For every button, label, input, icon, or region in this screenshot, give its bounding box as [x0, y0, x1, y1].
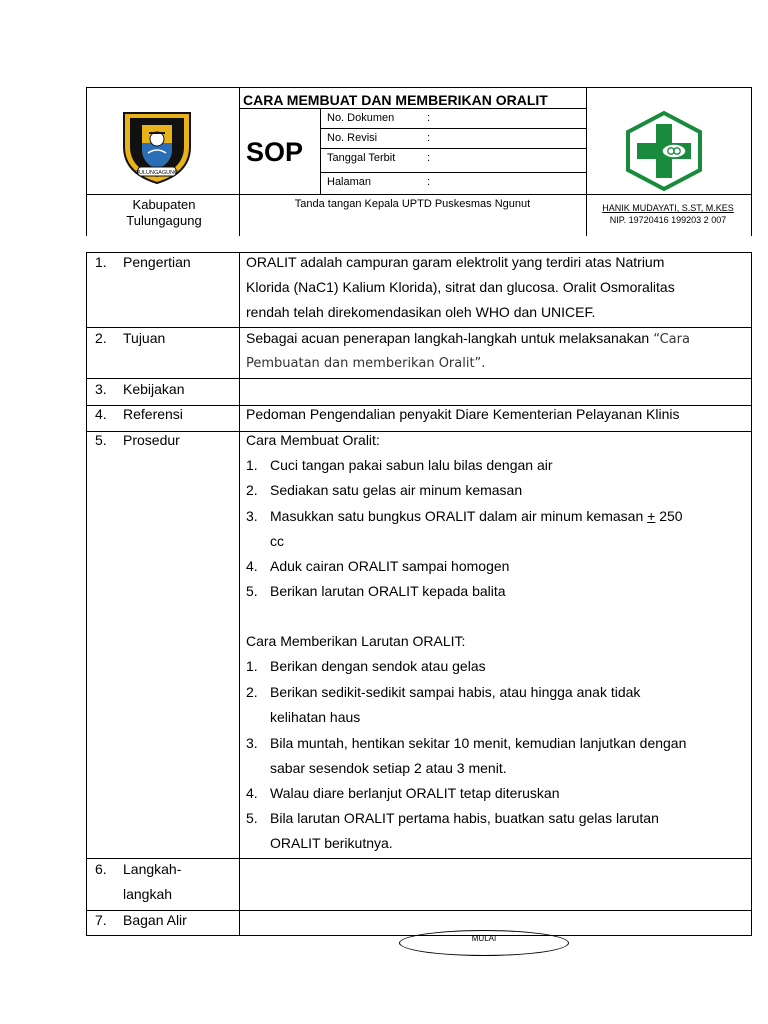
- membuat-num-5: 5.: [246, 583, 258, 599]
- membuat-step-3-text: Masukkan satu bungkus ORALIT dalam air minum kemasan: [270, 508, 648, 524]
- memberikan-step-2-cont: kelihatan haus: [270, 709, 361, 725]
- meta-colon-revisi: :: [427, 132, 431, 144]
- memberikan-num-5: 5.: [246, 810, 258, 826]
- referensi-text: Pedoman Pengendalian penyakit Diare Kementerian Pelayanan Klinis: [246, 406, 680, 422]
- meta-label-revisi: No. Revisi: [327, 132, 378, 144]
- membuat-step-5: Berikan larutan ORALIT kepada balita: [270, 583, 506, 599]
- memberikan-num-4: 4.: [246, 785, 258, 801]
- membuat-num-2: 2.: [246, 482, 258, 498]
- membuat-heading: Cara Membuat Oralit:: [246, 432, 380, 448]
- memberikan-step-5-cont: ORALIT berikutnya.: [270, 835, 393, 851]
- row-label-referensi: Referensi: [123, 406, 183, 422]
- row-number-bagan: 7.: [95, 912, 107, 928]
- memberikan-num-3: 3.: [246, 735, 258, 751]
- row-label-langkah-2: langkah: [123, 886, 173, 902]
- membuat-num-4: 4.: [246, 558, 258, 574]
- membuat-step-3-volume: 250: [655, 508, 683, 524]
- meta-label-halaman: Halaman: [327, 176, 372, 188]
- puskesmas-logo: [622, 110, 706, 192]
- membuat-num-3: 3.: [246, 508, 258, 524]
- memberikan-step-3: Bila muntah, hentikan sekitar 10 menit, kemudian lanjutkan dengan: [270, 735, 687, 751]
- row-label-prosedur: Prosedur: [123, 432, 180, 448]
- signature-caption: Tanda tangan Kepala UPTD Puskesmas Ngunut: [294, 198, 531, 210]
- row-label-kebijakan: Kebijakan: [123, 381, 185, 397]
- document-title: CARA MEMBUAT DAN MEMBERIKAN ORALIT: [243, 92, 548, 108]
- row-number-referensi: 4.: [95, 406, 107, 422]
- membuat-step-2: Sediakan satu gelas air minum kemasan: [270, 482, 523, 498]
- membuat-num-1: 1.: [246, 457, 258, 473]
- memberikan-step-5: Bila larutan ORALIT pertama habis, buatkan satu gelas larutan: [270, 810, 659, 826]
- row-label-langkah-1: Langkah-: [123, 861, 182, 877]
- memberikan-step-4: Walau diare berlanjut ORALIT tetap diteruskan: [270, 785, 560, 801]
- row-number-prosedur: 5.: [95, 432, 107, 448]
- kabupaten-label: [89, 197, 239, 229]
- kabupaten-line-2: Tulungagung: [126, 213, 202, 228]
- pengertian-line-3: rendah telah direkomendasikan oleh WHO dan UNICEF.: [246, 304, 596, 320]
- memberikan-num-2: 2.: [246, 684, 258, 700]
- membuat-step-1: Cuci tangan pakai sabun lalu bilas dengan air: [270, 457, 553, 473]
- plus-minus-symbol: +: [647, 508, 656, 524]
- tujuan-line-1: [246, 326, 690, 352]
- meta-colon-halaman: :: [427, 176, 431, 188]
- row-label-tujuan: Tujuan: [123, 330, 166, 346]
- row-number-pengertian: 1.: [95, 254, 107, 270]
- kabupaten-line-1: Kabupaten: [132, 197, 196, 212]
- signer-nip: NIP. 19720416 199203 2 007: [609, 215, 727, 225]
- membuat-step-4: Aduk cairan ORALIT sampai homogen: [270, 558, 510, 574]
- signer-name: HANIK MUDAYATI, S.ST, M.KES: [602, 203, 734, 213]
- sop-label: SOP: [246, 137, 304, 167]
- meta-label-terbit: Tanggal Terbit: [327, 152, 396, 164]
- pengertian-line-1: ORALIT adalah campuran garam elektrolit yang terdiri atas Natrium: [246, 254, 665, 270]
- row-number-langkah: 6.: [95, 861, 107, 877]
- tulungagung-logo: [118, 107, 196, 185]
- row-number-tujuan: 2.: [95, 330, 107, 346]
- memberikan-heading: Cara Memberikan Larutan ORALIT:: [246, 633, 466, 649]
- memberikan-step-1: Berikan dengan sendok atau gelas: [270, 658, 486, 674]
- memberikan-step-2: Berikan sedikit-sedikit sampai habis, atau hingga anak tidak: [270, 684, 641, 700]
- memberikan-step-3-cont: sabar sesendok setiap 2 atau 3 menit.: [270, 760, 507, 776]
- membuat-step-3-cont: cc: [270, 533, 284, 549]
- tujuan-line-2: Pembuatan dan memberikan Oralit”.: [246, 356, 486, 371]
- tujuan-line-1-quote: “Cara: [649, 332, 690, 347]
- pengertian-line-2: Klorida (NaC1) Kalium Klorida), sitrat dan glucosa. Oralit Osmoralitas: [246, 279, 675, 295]
- meta-label-dokumen: No. Dokumen: [327, 112, 395, 124]
- row-label-pengertian: Pengertian: [123, 254, 191, 270]
- meta-colon-terbit: :: [427, 152, 431, 164]
- membuat-step-3: [270, 504, 683, 529]
- row-label-bagan: Bagan Alir: [123, 912, 187, 928]
- flow-start-label: MULAI: [471, 934, 497, 943]
- row-number-kebijakan: 3.: [95, 381, 107, 397]
- tulungagung-logo-label: TULUNGAGUNG: [135, 170, 179, 176]
- meta-colon-dokumen: :: [427, 112, 431, 124]
- memberikan-num-1: 1.: [246, 658, 258, 674]
- tujuan-line-1-main: Sebagai acuan penerapan langkah-langkah untuk melaksanakan: [246, 330, 650, 346]
